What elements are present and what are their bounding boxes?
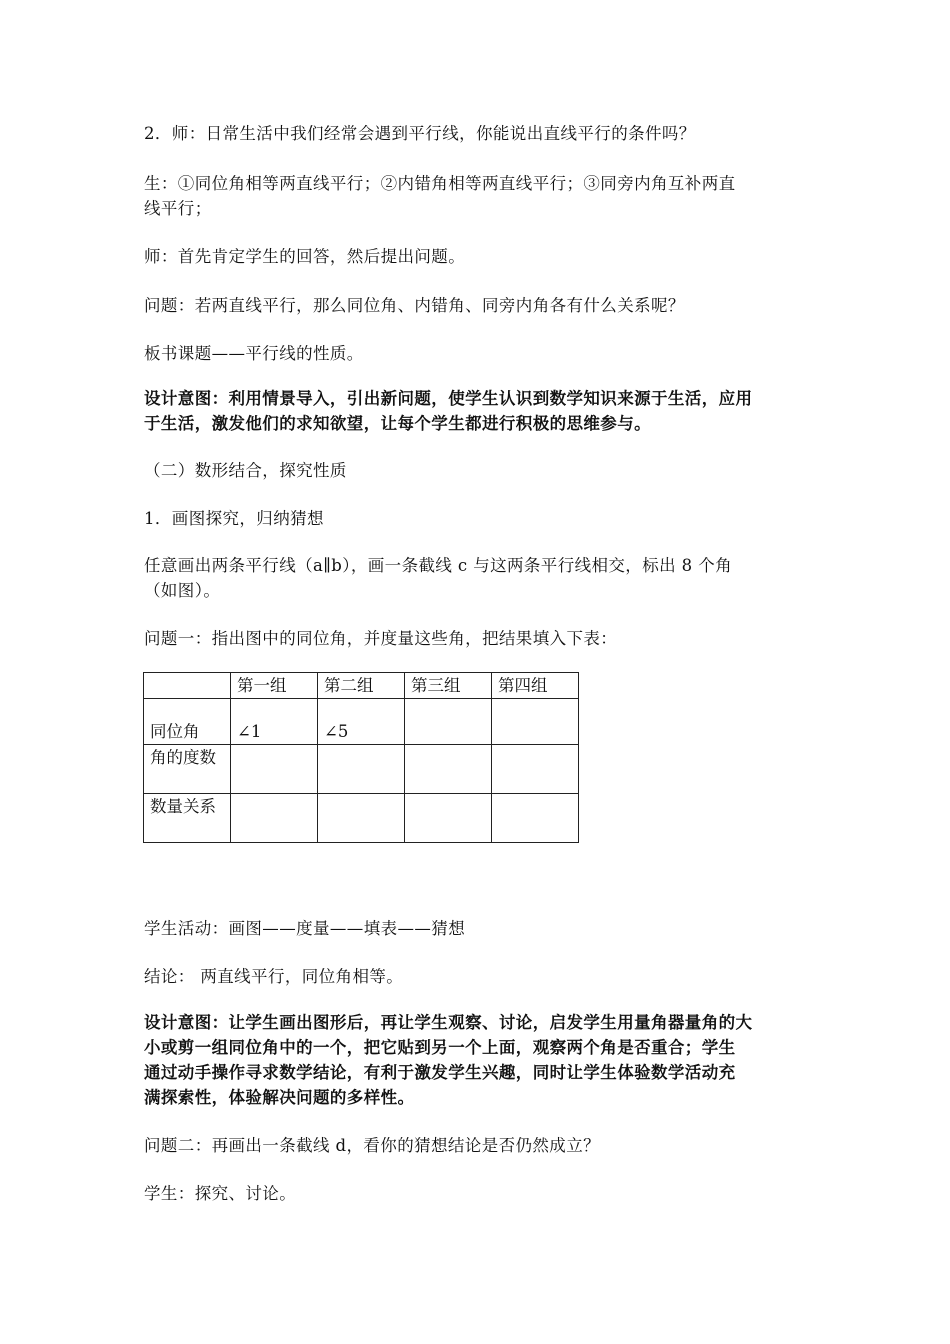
design-intent-2-line2: 小或剪一组同位角中的一个，把它贴到另一个上面，观察两个角是否重合；学生 [144, 1038, 736, 1057]
table-row [144, 699, 579, 745]
table-cell [405, 794, 492, 843]
table-row-label: 角的度数 [144, 745, 231, 794]
subsection-heading: 1．画图探究，归纳猜想 [144, 509, 324, 528]
table-row [144, 794, 579, 843]
paragraph-instruction-line1: 任意画出两条平行线（a∥b），画一条截线 c 与这两条平行线相交，标出 8 个角 [144, 556, 732, 575]
table-row-label: 数量关系 [144, 794, 231, 843]
section-heading: （二）数形结合，探究性质 [144, 461, 347, 480]
design-intent-2-line3: 通过动手操作寻求数学结论，有利于激发学生兴趣，同时让学生体验数学活动充 [144, 1063, 736, 1082]
table-header-cell: 第二组 [318, 673, 405, 699]
paragraph-board-title: 板书课题——平行线的性质。 [144, 344, 364, 363]
design-intent-1-line1: 设计意图：利用情景导入，引出新问题，使学生认识到数学知识来源于生活，应用 [144, 389, 753, 408]
table-header-cell: 第三组 [405, 673, 492, 699]
paragraph-question-two: 问题二：再画出一条截线 d，看你的猜想结论是否仍然成立？ [144, 1136, 601, 1155]
paragraph-teacher-question: 2．师：日常生活中我们经常会遇到平行线，你能说出直线平行的条件吗？ [144, 124, 696, 143]
table-cell [492, 699, 579, 745]
table-cell [231, 794, 318, 843]
table-cell [405, 745, 492, 794]
paragraph-student-answer-line1: 生：①同位角相等两直线平行；②内错角相等两直线平行；③同旁内角互补两直 [144, 174, 736, 193]
table-row-label: 同位角 [144, 699, 231, 745]
table-header-cell: 第一组 [231, 673, 318, 699]
paragraph-student-answer-line2: 线平行； [144, 199, 212, 218]
table-cell [405, 699, 492, 745]
table-header-row [144, 673, 579, 699]
angle-table [143, 672, 579, 843]
table-cell [318, 794, 405, 843]
table-header-cell: 第四组 [492, 673, 579, 699]
table-cell [231, 745, 318, 794]
table-header-cell [144, 673, 231, 699]
table-row [144, 745, 579, 794]
paragraph-instruction-line2: （如图）。 [144, 581, 221, 600]
table-cell: ∠5 [318, 699, 405, 745]
paragraph-conclusion: 结论： 两直线平行，同位角相等。 [144, 967, 404, 986]
table-cell [492, 745, 579, 794]
paragraph-student-activity: 学生活动：画图——度量——填表——猜想 [144, 919, 466, 938]
table-cell [318, 745, 405, 794]
paragraph-question-one: 问题一：指出图中的同位角，并度量这些角，把结果填入下表： [144, 629, 618, 648]
paragraph-problem: 问题：若两直线平行，那么同位角、内错角、同旁内角各有什么关系呢？ [144, 296, 685, 315]
paragraph-student-discuss: 学生：探究、讨论。 [144, 1184, 297, 1203]
paragraph-teacher-response: 师：首先肯定学生的回答，然后提出问题。 [144, 247, 466, 266]
design-intent-2-line1: 设计意图：让学生画出图形后，再让学生观察、讨论，启发学生用量角器量角的大 [144, 1013, 753, 1032]
table-cell: ∠1 [231, 699, 318, 745]
design-intent-1-line2: 于生活，激发他们的求知欲望，让每个学生都进行积极的思维参与。 [144, 414, 651, 433]
table-cell [492, 794, 579, 843]
design-intent-2-line4: 满探索性，体验解决问题的多样性。 [144, 1088, 415, 1107]
